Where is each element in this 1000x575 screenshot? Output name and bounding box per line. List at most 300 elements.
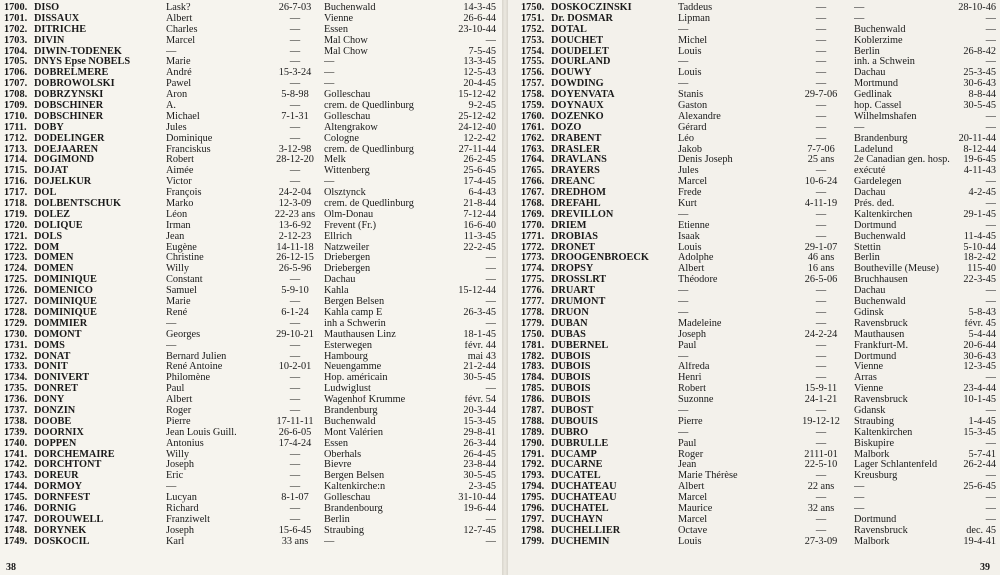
death-place: Brandenbourg xyxy=(324,503,383,514)
first-name: Madeleine xyxy=(678,318,722,329)
entry-number: 1711. xyxy=(4,122,27,133)
death-date: 17-4-45 xyxy=(463,177,496,188)
table-row xyxy=(508,101,1000,112)
death-place: — xyxy=(854,122,865,133)
entry-number: 1774. xyxy=(521,264,545,275)
surname: DIVIN xyxy=(34,35,65,46)
death-date: — xyxy=(985,199,996,210)
table-row xyxy=(508,286,1000,297)
death-date: 18-2-42 xyxy=(963,253,996,264)
death-place: Brandenburg xyxy=(324,405,378,416)
table-row xyxy=(0,275,502,286)
death-place: — xyxy=(324,79,335,90)
surname: DUCARNE xyxy=(551,460,603,471)
death-date: 26-2-45 xyxy=(463,155,496,166)
table-row xyxy=(508,526,1000,537)
surname: DORNIG xyxy=(34,503,77,514)
birth-date: 22-23 ans xyxy=(274,209,316,220)
entry-number: 1719. xyxy=(4,209,28,220)
table-row xyxy=(508,145,1000,156)
table-row xyxy=(508,341,1000,352)
table-row xyxy=(0,439,502,450)
surname: DOTAL xyxy=(551,24,587,35)
death-date: 22-3-45 xyxy=(963,275,996,286)
death-place: Ludwiglust xyxy=(324,384,371,395)
entry-number: 1749. xyxy=(4,536,28,547)
death-place: Mal Chow xyxy=(324,46,368,57)
death-place: — xyxy=(324,536,335,547)
first-name: Gaston xyxy=(678,101,708,112)
birth-date: 22-5-10 xyxy=(804,460,838,471)
surname: DOJELKUR xyxy=(34,177,92,188)
birth-date: 24-2-24 xyxy=(804,329,838,340)
birth-date: 7-1-31 xyxy=(281,111,309,122)
surname: DUCAMP xyxy=(551,449,597,460)
entry-number: 1741. xyxy=(4,449,28,460)
table-row xyxy=(508,79,1000,90)
birth-date: — xyxy=(815,405,827,416)
table-row xyxy=(0,145,502,156)
first-name: A. xyxy=(166,101,177,112)
surname: DOMINIQUE xyxy=(34,275,97,286)
death-date: 25-3-45 xyxy=(963,68,996,79)
death-date: 8-12-44 xyxy=(963,144,996,155)
entry-number: 1786. xyxy=(521,395,545,406)
death-place: Esterwegen xyxy=(324,340,373,351)
surname: DUBOIS xyxy=(551,384,591,395)
entry-number: 1743. xyxy=(4,471,28,482)
table-row xyxy=(508,36,1000,47)
death-date: 15-3-45 xyxy=(963,427,996,438)
first-name: Théodore xyxy=(678,275,718,286)
surname: DREDHOM xyxy=(551,188,606,199)
table-row xyxy=(508,134,1000,145)
death-place: crem. de Quedlinburg xyxy=(324,101,414,112)
birth-date: — xyxy=(815,46,827,57)
death-place: Gardelegen xyxy=(854,177,902,188)
first-name: Eugène xyxy=(166,242,197,253)
first-name: Marcel xyxy=(678,493,708,504)
table-row xyxy=(0,373,502,384)
death-date: 5-4-44 xyxy=(968,329,996,340)
surname: DONAT xyxy=(34,351,71,362)
entry-number: 1772. xyxy=(521,242,545,253)
surname: DREANC xyxy=(551,177,596,188)
entry-number: 1798. xyxy=(521,525,545,536)
birth-date: — xyxy=(289,177,301,188)
death-date: 25-12-42 xyxy=(458,111,496,122)
birth-date: 17-11-11 xyxy=(276,416,314,427)
table-row xyxy=(508,14,1000,25)
birth-date: — xyxy=(815,373,827,384)
death-place: Dortmund xyxy=(854,220,897,231)
birth-date: 5-8-98 xyxy=(281,90,309,101)
surname: Dr. DOSMAR xyxy=(551,13,613,24)
surname: DONY xyxy=(34,395,65,406)
birth-date: 24-2-04 xyxy=(278,188,312,199)
birth-date: 29-1-07 xyxy=(804,242,838,253)
table-row xyxy=(0,134,502,145)
death-place: Mauthausen xyxy=(854,329,905,340)
first-name: — xyxy=(166,318,177,329)
table-row xyxy=(508,362,1000,373)
death-date: 5-8-43 xyxy=(968,307,996,318)
first-name: Denis Joseph xyxy=(678,155,733,166)
table-row xyxy=(0,221,502,232)
birth-date: — xyxy=(815,362,827,373)
entry-number: 1757. xyxy=(521,79,545,90)
table-row xyxy=(508,439,1000,450)
first-name: — xyxy=(678,209,689,220)
surname: DOMS xyxy=(34,340,65,351)
birth-date: — xyxy=(289,395,301,406)
entry-number: 1742. xyxy=(4,460,28,471)
death-date: — xyxy=(985,13,996,24)
death-date: 10-1-45 xyxy=(963,395,996,406)
first-name: Louis xyxy=(678,242,702,253)
first-name: — xyxy=(678,79,689,90)
death-place: Dachau xyxy=(854,188,886,199)
birth-date: 26-5-06 xyxy=(804,275,838,286)
entry-number: 1725. xyxy=(4,275,28,286)
surname: DUBRO xyxy=(551,427,589,438)
entry-number: 1770. xyxy=(521,220,545,231)
death-place: Vienne xyxy=(324,13,354,24)
first-name: — xyxy=(678,351,689,362)
entry-number: 1791. xyxy=(521,449,545,460)
death-place: Kahla xyxy=(324,286,349,297)
surname: DOYENVATA xyxy=(551,90,615,101)
table-row xyxy=(0,450,502,461)
birth-date: — xyxy=(815,101,827,112)
death-date: 30-5-45 xyxy=(963,101,996,112)
death-date: 29-8-41 xyxy=(463,427,496,438)
surname: DOLS xyxy=(34,231,63,242)
entry-number: 1727. xyxy=(4,297,28,308)
death-date: 11-3-45 xyxy=(463,231,496,242)
surname: DOMENICO xyxy=(34,286,93,297)
first-name: Paul xyxy=(678,340,697,351)
death-place: Mont Valérien xyxy=(324,427,384,438)
entry-number: 1729. xyxy=(4,318,28,329)
birth-date: 8-1-07 xyxy=(281,493,309,504)
first-name: Franziwelt xyxy=(166,514,211,525)
surname: DOWDING xyxy=(551,79,604,90)
first-name: — xyxy=(166,340,177,351)
death-place: Hop. américain xyxy=(324,373,388,384)
birth-date: — xyxy=(815,297,827,308)
birth-date: 26-7-03 xyxy=(278,3,312,13)
entry-number: 1748. xyxy=(4,525,28,536)
death-date: — xyxy=(485,536,496,547)
surname: DOMINIQUE xyxy=(34,297,97,308)
death-place: Dachau xyxy=(854,286,886,297)
table-row xyxy=(0,101,502,112)
death-place: Kaltenkirche:n xyxy=(324,482,386,493)
first-name: Adolphe xyxy=(678,253,714,264)
first-name: Willy xyxy=(166,449,190,460)
table-row xyxy=(0,417,502,428)
death-date: 23-4-44 xyxy=(963,384,996,395)
birth-date: — xyxy=(815,122,827,133)
birth-date: — xyxy=(289,275,301,286)
entry-number: 1775. xyxy=(521,275,545,286)
surname: DOBSCHINER xyxy=(34,111,104,122)
death-date: 30-5-45 xyxy=(463,373,496,384)
first-name: René xyxy=(166,307,188,318)
death-place: Bruchhausen xyxy=(854,275,908,286)
entry-number: 1733. xyxy=(4,362,28,373)
table-row xyxy=(0,493,502,504)
table-row xyxy=(0,199,502,210)
table-row xyxy=(508,352,1000,363)
table-row xyxy=(0,155,502,166)
table-row xyxy=(0,384,502,395)
birth-date: 5-9-10 xyxy=(281,286,309,297)
birth-date: 19-12-12 xyxy=(802,416,840,427)
birth-date: 26-12-15 xyxy=(276,253,314,264)
death-place: Buchenwald xyxy=(854,24,906,35)
death-place: Kaltenkirchen xyxy=(854,427,913,438)
death-place: Boutheville (Meuse) xyxy=(854,264,939,275)
surname: DUBOUIS xyxy=(551,416,598,427)
first-name: — xyxy=(678,427,689,438)
first-name: Louis xyxy=(678,536,702,547)
death-place: Koblerzime xyxy=(854,35,903,46)
birth-date: — xyxy=(815,340,827,351)
birth-date: — xyxy=(289,318,301,329)
first-name: Louis xyxy=(678,68,702,79)
entry-number: 1769. xyxy=(521,209,545,220)
birth-date: — xyxy=(289,449,301,460)
first-name: — xyxy=(678,405,689,416)
birth-date: — xyxy=(289,35,301,46)
death-date: — xyxy=(485,318,496,329)
surname: DONIT xyxy=(34,362,68,373)
birth-date: — xyxy=(815,166,827,177)
surname: DOBROWOLSKI xyxy=(34,79,115,90)
surname: DRABENT xyxy=(551,133,602,144)
entry-number: 1788. xyxy=(521,416,545,427)
first-name: Albert xyxy=(166,395,193,406)
entry-number: 1781. xyxy=(521,340,545,351)
table-row xyxy=(508,177,1000,188)
table-row xyxy=(0,36,502,47)
surname: DISO xyxy=(34,3,60,13)
table-row xyxy=(0,188,502,199)
first-name: Lipman xyxy=(678,13,711,24)
entry-number: 1760. xyxy=(521,111,545,122)
surname: DIWIN-TODENEK xyxy=(34,46,122,57)
death-date: — xyxy=(485,275,496,286)
entry-number: 1723. xyxy=(4,253,28,264)
first-name: Marcel xyxy=(678,177,708,188)
table-row xyxy=(0,47,502,58)
first-name: Joseph xyxy=(678,329,707,340)
surname: DRASLER xyxy=(551,144,601,155)
death-date: 26-4-45 xyxy=(463,449,496,460)
first-name: Aron xyxy=(166,90,188,101)
table-row xyxy=(0,177,502,188)
death-date: 23-10-44 xyxy=(458,24,496,35)
death-place: Ellrich xyxy=(324,231,353,242)
death-place: inh. a Schwein xyxy=(854,57,915,68)
table-row xyxy=(508,482,1000,493)
surname: DRUMONT xyxy=(551,297,606,308)
first-name: Jean Louis Guill. xyxy=(166,427,237,438)
death-place: Dachau xyxy=(854,68,886,79)
birth-date: — xyxy=(289,373,301,384)
birth-date: — xyxy=(289,101,301,112)
death-date: 12-3-45 xyxy=(963,362,996,373)
surname: DOORNIX xyxy=(34,427,84,438)
first-name: Marie xyxy=(166,57,191,68)
first-name: Georges xyxy=(166,329,201,340)
death-date: — xyxy=(485,297,496,308)
first-name: François xyxy=(166,188,202,199)
table-row xyxy=(508,504,1000,515)
death-place: Kaltenkirchen xyxy=(854,209,913,220)
birth-date: — xyxy=(289,503,301,514)
birth-date: — xyxy=(815,3,827,13)
table-row xyxy=(0,406,502,417)
birth-date: — xyxy=(289,24,301,35)
surname: DOMEN xyxy=(34,264,74,275)
entry-number: 1713. xyxy=(4,144,28,155)
surname: DOBSCHINER xyxy=(34,101,104,112)
entry-number: 1759. xyxy=(521,101,545,112)
birth-date: 6-1-24 xyxy=(281,307,309,318)
entry-number: 1745. xyxy=(4,493,28,504)
death-date: 26-3-45 xyxy=(463,307,496,318)
birth-date: — xyxy=(815,13,827,24)
table-row xyxy=(0,123,502,134)
birth-date: — xyxy=(815,68,827,79)
table-row xyxy=(0,232,502,243)
surname: DOLIQUE xyxy=(34,220,83,231)
birth-date: 32 ans xyxy=(807,503,835,514)
surname: DRUART xyxy=(551,286,595,297)
death-date: 29-1-45 xyxy=(963,209,996,220)
entry-number: 1718. xyxy=(4,199,28,210)
death-place: — xyxy=(854,493,865,504)
entry-number: 1709. xyxy=(4,101,28,112)
table-row xyxy=(508,112,1000,123)
death-place: — xyxy=(854,13,865,24)
table-row xyxy=(508,166,1000,177)
death-place: — xyxy=(324,177,335,188)
first-name: Marcel xyxy=(678,514,708,525)
surname: DOURLAND xyxy=(551,57,611,68)
surname: DOUWY xyxy=(551,68,592,79)
death-place: Kreusburg xyxy=(854,471,898,482)
entry-number: 1732. xyxy=(4,351,28,362)
first-name: Karl xyxy=(166,536,185,547)
first-name: Samuel xyxy=(166,286,197,297)
surname: DOMONT xyxy=(34,329,82,340)
surname: DONIVERT xyxy=(34,373,90,384)
birth-date: — xyxy=(815,286,827,297)
death-date: 15-12-42 xyxy=(458,90,496,101)
death-date: — xyxy=(985,297,996,308)
first-name: Léon xyxy=(166,209,188,220)
first-name: Alexandre xyxy=(678,111,721,122)
birth-date: — xyxy=(289,482,301,493)
death-date: 18-1-45 xyxy=(463,329,496,340)
table-row xyxy=(0,428,502,439)
death-place: Wilhelmshafen xyxy=(854,111,917,122)
first-name: Franciskus xyxy=(166,144,211,155)
death-date: 30-6-43 xyxy=(963,79,996,90)
death-date: 14-3-45 xyxy=(463,3,496,13)
entry-number: 1706. xyxy=(4,68,28,79)
entry-number: 1755. xyxy=(521,57,545,68)
death-place: — xyxy=(324,68,335,79)
death-place: Malbork xyxy=(854,449,890,460)
table-row xyxy=(508,319,1000,330)
first-name: Jean xyxy=(166,231,185,242)
death-place: 2e Canadian gen. hosp. xyxy=(854,155,950,166)
surname: DOMINIQUE xyxy=(34,307,97,318)
birth-date: — xyxy=(815,209,827,220)
surname: DREFAHL xyxy=(551,199,601,210)
death-date: 8-8-44 xyxy=(968,90,996,101)
death-date: 21-8-44 xyxy=(463,199,496,210)
death-date: 9-2-45 xyxy=(468,101,496,112)
surname: DOL xyxy=(34,188,57,199)
first-name: Maurice xyxy=(678,503,713,514)
table-row xyxy=(0,341,502,352)
birth-date: 26-5-96 xyxy=(278,264,312,275)
birth-date: — xyxy=(815,188,827,199)
surname: DOLBENTSCHUK xyxy=(34,199,121,210)
death-place: Ravensbruck xyxy=(854,525,908,536)
table-row xyxy=(0,243,502,254)
first-name: Albert xyxy=(678,482,705,493)
page-number: 38 xyxy=(6,562,16,573)
birth-date: — xyxy=(815,133,827,144)
table-row xyxy=(0,57,502,68)
death-place: Gdinsk xyxy=(854,307,884,318)
death-place: Essen xyxy=(324,438,349,449)
table-row xyxy=(508,243,1000,254)
surname: DUBOIS xyxy=(551,395,591,406)
entry-number: 1764. xyxy=(521,155,545,166)
death-date: 7-5-45 xyxy=(468,46,496,57)
death-date: — xyxy=(985,493,996,504)
first-name: Pierre xyxy=(678,416,703,427)
surname: DUCHATEAU xyxy=(551,482,617,493)
death-date: 12-2-42 xyxy=(463,133,496,144)
table-row xyxy=(0,264,502,275)
entry-number: 1734. xyxy=(4,373,28,384)
birth-date: 15-6-45 xyxy=(278,525,312,536)
table-row xyxy=(508,68,1000,79)
surname: DROOGENBROECK xyxy=(551,253,649,264)
first-name: — xyxy=(678,57,689,68)
birth-date: 33 ans xyxy=(281,536,309,547)
table-row xyxy=(0,362,502,373)
entry-number: 1785. xyxy=(521,384,545,395)
surname: DUCHATEL xyxy=(551,503,609,514)
entry-number: 1758. xyxy=(521,90,545,101)
surname: DOSKOCZINSKI xyxy=(551,3,632,13)
surname: DUCHATEAU xyxy=(551,493,617,504)
entry-number: 1724. xyxy=(4,264,28,275)
death-date: févr. 54 xyxy=(464,395,496,406)
table-row xyxy=(508,210,1000,221)
death-place: Essen xyxy=(324,24,349,35)
